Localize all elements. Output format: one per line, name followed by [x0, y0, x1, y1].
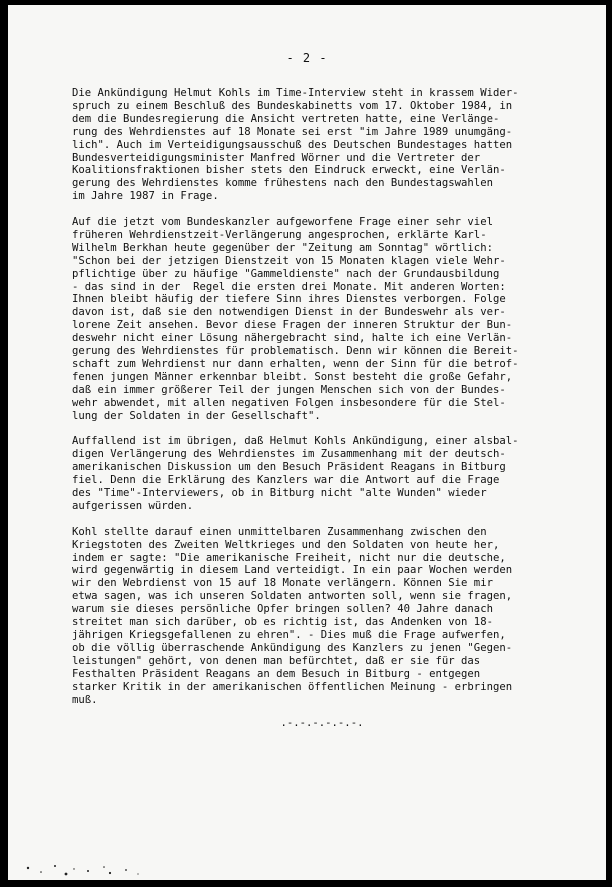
text-line: indem er sagte: "Die amerikanische Freiheit, nicht nur die deutsche,: [72, 551, 506, 564]
text-line: davon ist, daß sie den notwendigen Dienst in der Bundeswehr als ver-: [72, 306, 506, 319]
text-line: leistungen" gehört, von denen man befürchtet, daß er sie für das: [72, 654, 481, 667]
scan-noise-decoration: [8, 850, 606, 880]
text-line: lorene Zeit ansehen. Bevor diese Fragen der inneren Struktur der Bun-: [72, 319, 513, 332]
text-line: gerung des Wehrdienstes komme frühestens nach den Bundestagswahlen: [72, 177, 493, 190]
paragraph-2: [72, 216, 592, 423]
text-line: "Schon bei der jetzigen Dienstzeit von 15 Monaten klagen viele Wehr-: [72, 254, 506, 267]
text-line: Festhalten Präsident Reagans an dem Besuch in Bitburg - entgegen: [72, 667, 481, 680]
text-line: lung der Soldaten in der Gesellschaft".: [72, 409, 321, 422]
text-line: fiel. Denn die Erklärung des Kanzlers war die Antwort auf die Frage: [72, 474, 500, 487]
text-line: etwa sagen, was ich unseren Soldaten antworten soll, wenn sie fragen,: [72, 590, 513, 603]
text-line: deswehr nicht einer Lösung nähergebracht sind, halte ich eine Verlän-: [72, 332, 513, 345]
text-line: Bundesverteidigungsminister Manfred Wörner und die Vertreter der: [72, 151, 481, 164]
text-line: wehr abwendet, mit allen negativen Folgen insbesondere für die Stel-: [72, 396, 506, 409]
text-line: jährigen Kriegsgefallenen zu ehren". - Dies muß die Frage aufwerfen,: [72, 629, 506, 642]
text-line: fenen jungen Männer erkennbar bleibt. Sonst besteht die große Gefahr,: [72, 370, 513, 383]
text-line: wird gegenwärtig in diesem Land verteidigt. In ein paar Wochen werden: [72, 564, 513, 577]
text-line: Kohl stellte darauf einen unmittelbaren Zusammenhang zwischen den: [72, 525, 487, 538]
paragraph-4: [72, 526, 592, 707]
text-line: starker Kritik in der amerikanischen öffentlichen Meinung - erbringen: [72, 680, 513, 693]
text-line: wir den Webrdienst von 15 auf 18 Monate verlängern. Können Sie mir: [72, 577, 493, 590]
text-line: rung des Wehrdienstes auf 18 Monate sei erst "im Jahre 1989 unumgäng-: [72, 125, 513, 138]
text-line: pflichtige über zu häufige "Gammeldienste" nach der Grundausbildung: [72, 267, 500, 280]
text-line: im Jahre 1987 in Frage.: [72, 190, 219, 203]
text-line: Koalitionsfraktionen bisher stets den Eindruck erweckt, eine Verlän-: [72, 164, 506, 177]
text-line: warum sie dieses persönliche Opfer bringen sollen? 40 Jahre danach: [72, 603, 493, 616]
text-line: schaft zum Wehrdienst nur dann erhalten, wenn der Sinn für die betrof-: [72, 358, 519, 371]
text-line: muß.: [72, 693, 98, 706]
text-line: gerung des Wehrdienstes für problematisch. Denn wir können die Bereit-: [72, 345, 519, 358]
text-line: amerikanischen Diskussion um den Besuch Präsident Reagans in Bitburg: [72, 461, 506, 474]
paragraph-3: [72, 435, 592, 512]
text-line: ob die völlig überraschende Ankündigung des Kanzlers zu jenen "Gegen-: [72, 641, 513, 654]
closing-mark: .-.-.-.-.-.-.: [280, 717, 364, 729]
text-line: spruch zu einem Beschluß des Bundeskabinetts vom 17. Oktober 1984, in: [72, 99, 513, 112]
document-page: [8, 5, 606, 880]
text-line: Auffallend ist im übrigen, daß Helmut Kohls Ankündigung, einer alsbal-: [72, 435, 519, 448]
text-line: digen Verlängerung des Wehrdienstes im Zusammenhang mit der deutsch-: [72, 448, 506, 461]
text-line: früheren Wehrdienstzeit-Verlängerung angesprochen, erklärte Karl-: [72, 228, 487, 241]
text-line: Wilhelm Berkhan heute gegenüber der "Zeitung am Sonntag" wörtlich:: [72, 241, 493, 254]
document-body: [72, 87, 592, 719]
text-line: streitet man sich darüber, ob es richtig ist, das Andenken von 18-: [72, 616, 493, 629]
text-line: dem die Bundesregierung die Ansicht vertreten hatte, eine Verlänge-: [72, 112, 500, 125]
text-line: Auf die jetzt vom Bundeskanzler aufgeworfene Frage einer sehr viel: [72, 216, 493, 229]
text-line: aufgerissen würden.: [72, 499, 194, 512]
text-line: lich". Auch im Verteidigungsausschuß des Deutschen Bundestages hatten: [72, 138, 513, 151]
text-line: Kriegstoten des Zweiten Weltkrieges und den Soldaten von heute her,: [72, 538, 500, 551]
paragraph-1: [72, 87, 592, 203]
page-number: - 2 -: [286, 51, 328, 65]
text-line: daß ein immer größerer Teil der jungen Menschen sich von der Bundes-: [72, 383, 506, 396]
text-line: des "Time"-Interviewers, ob in Bitburg nicht "alte Wunden" wieder: [72, 487, 487, 500]
text-line: Die Ankündigung Helmut Kohls im Time-Interview steht in krassem Wider-: [72, 87, 519, 99]
text-line: Ihnen bleibt häufig der tiefere Sinn ihres Dienstes verborgen. Folge: [72, 293, 506, 306]
text-line: - das sind in der Regel die ersten drei Monate. Mit anderen Worten:: [72, 280, 506, 293]
